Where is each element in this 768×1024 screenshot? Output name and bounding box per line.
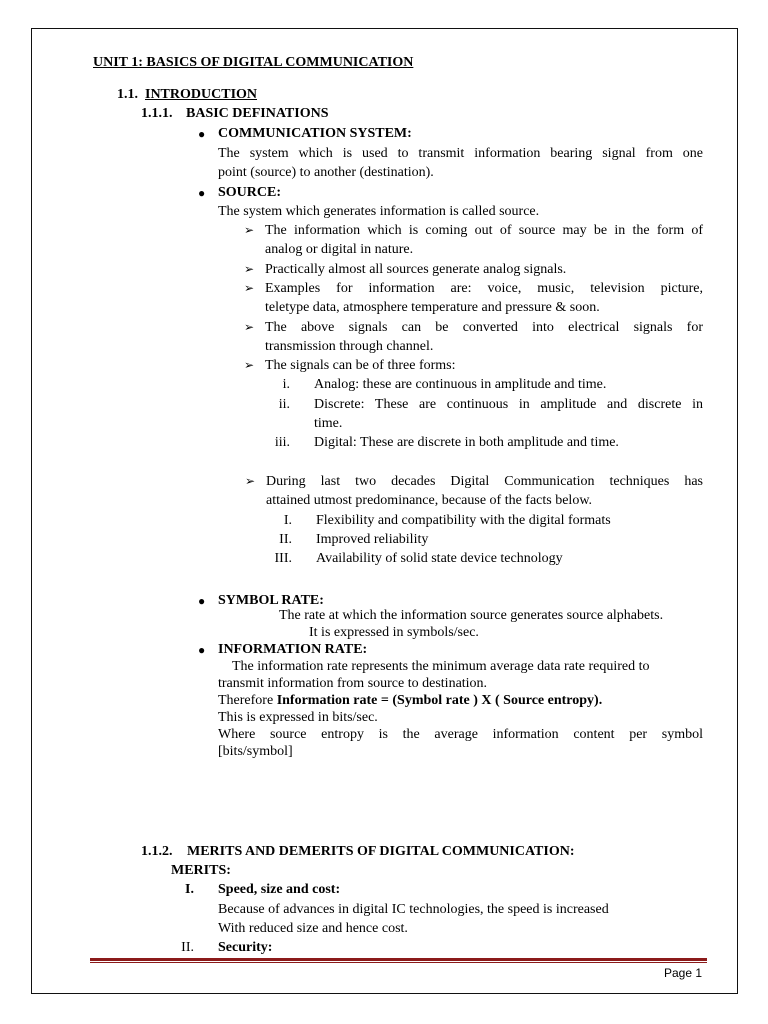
roman-numeral: II. [181, 940, 194, 955]
comm-text-line: The system which is used to transmit information bearing signal from one [218, 146, 703, 161]
section-1-1-1-title: BASIC DEFINATIONS [186, 106, 329, 121]
form-line: Discrete: These are continuous in amplitude and discrete in [314, 397, 703, 412]
bullet-icon: ● [198, 594, 206, 608]
comm-text-line: point (source) to another (destination). [218, 165, 434, 180]
arrow-bullet-icon: ➢ [244, 358, 255, 372]
source-point-line: Practically almost all sources generate analog signals. [265, 262, 567, 277]
section-1-1-title: INTRODUCTION [145, 87, 258, 102]
source-point-line: teletype data, atmosphere temperature and pressure & soon. [265, 300, 600, 315]
source-point-line: The information which is coming out of source may be in the form of [265, 223, 703, 238]
footer-rule-thin [90, 962, 707, 963]
bullet-icon: ● [198, 186, 206, 200]
therefore-text: Therefore [218, 693, 277, 708]
symbol-rate-line: The rate at which the information source generates source alphabets. [279, 608, 664, 623]
arrow-bullet-icon: ➢ [245, 474, 256, 488]
arrow-bullet-icon: ➢ [244, 223, 255, 237]
info-rate-formula: Information rate = (Symbol rate ) X ( Source entropy). [276, 693, 603, 708]
form-line: time. [314, 416, 343, 431]
section-1-1-number: 1.1. [117, 87, 138, 102]
bullet-icon: ● [198, 127, 206, 141]
symbol-rate-line: It is expressed in symbols/sec. [309, 625, 479, 640]
arrow-bullet-icon: ➢ [244, 320, 255, 334]
form-line: Digital: These are discrete in both amplitude and time. [314, 435, 619, 450]
roman-numeral: I. [185, 882, 194, 897]
source-point-line: The signals can be of three forms: [265, 358, 456, 373]
merits-heading: MERITS: [171, 863, 231, 878]
info-rate-line: The information rate represents the minimum average data rate required to [232, 659, 650, 674]
roman-numeral: iii. [274, 435, 290, 450]
source-point-line: analog or digital in nature. [265, 242, 414, 257]
section-1-1-1-number: 1.1.1. [141, 106, 173, 121]
source-heading: SOURCE: [218, 185, 282, 200]
info-rate-line: This is expressed in bits/sec. [218, 710, 378, 725]
roman-numeral: III. [274, 551, 292, 566]
info-rate-line: Where source entropy is the average information content per symbol [218, 727, 703, 742]
comm-heading: COMMUNICATION SYSTEM: [218, 126, 412, 141]
symbol-rate-heading: SYMBOL RATE: [218, 593, 324, 608]
fact-line: Flexibility and compatibility with the digital formats [316, 513, 611, 528]
roman-numeral: ii. [278, 397, 290, 412]
roman-numeral: II. [279, 532, 292, 547]
decades-line: During last two decades Digital Communication techniques has [266, 474, 703, 489]
source-point-line: The above signals can be converted into electrical signals for [265, 320, 703, 335]
merit-line: Because of advances in digital IC technologies, the speed is increased [218, 902, 609, 917]
fact-line: Availability of solid state device technology [316, 551, 563, 566]
roman-numeral: i. [282, 377, 290, 392]
fact-line: Improved reliability [316, 532, 429, 547]
source-intro: The system which generates information is called source. [218, 204, 540, 219]
merit-title: Speed, size and cost: [218, 882, 341, 897]
source-point-line: Examples for information are: voice, music, television picture, [265, 281, 703, 296]
arrow-bullet-icon: ➢ [244, 281, 255, 295]
footer-rule [90, 958, 707, 961]
page-number: Page 1 [664, 966, 703, 980]
decades-line: attained utmost predominance, because of the facts below. [266, 493, 593, 508]
arrow-bullet-icon: ➢ [244, 262, 255, 276]
bullet-icon: ● [198, 643, 206, 657]
unit-title: UNIT 1: BASICS OF DIGITAL COMMUNICATION [93, 55, 414, 70]
merit-line: With reduced size and hence cost. [218, 921, 408, 936]
roman-numeral: I. [283, 513, 292, 528]
source-point-line: transmission through channel. [265, 339, 434, 354]
info-rate-formula-line [218, 692, 602, 710]
merit-title: Security: [218, 940, 273, 955]
info-rate-line: [bits/symbol] [218, 744, 293, 759]
form-line: Analog: these are continuous in amplitude and time. [314, 377, 607, 392]
info-rate-heading: INFORMATION RATE: [218, 642, 368, 657]
section-1-1-2-title: MERITS AND DEMERITS OF DIGITAL COMMUNICATION: [187, 844, 575, 859]
info-rate-line: transmit information from source to destination. [218, 676, 488, 691]
section-1-1-2-number: 1.1.2. [141, 844, 173, 859]
